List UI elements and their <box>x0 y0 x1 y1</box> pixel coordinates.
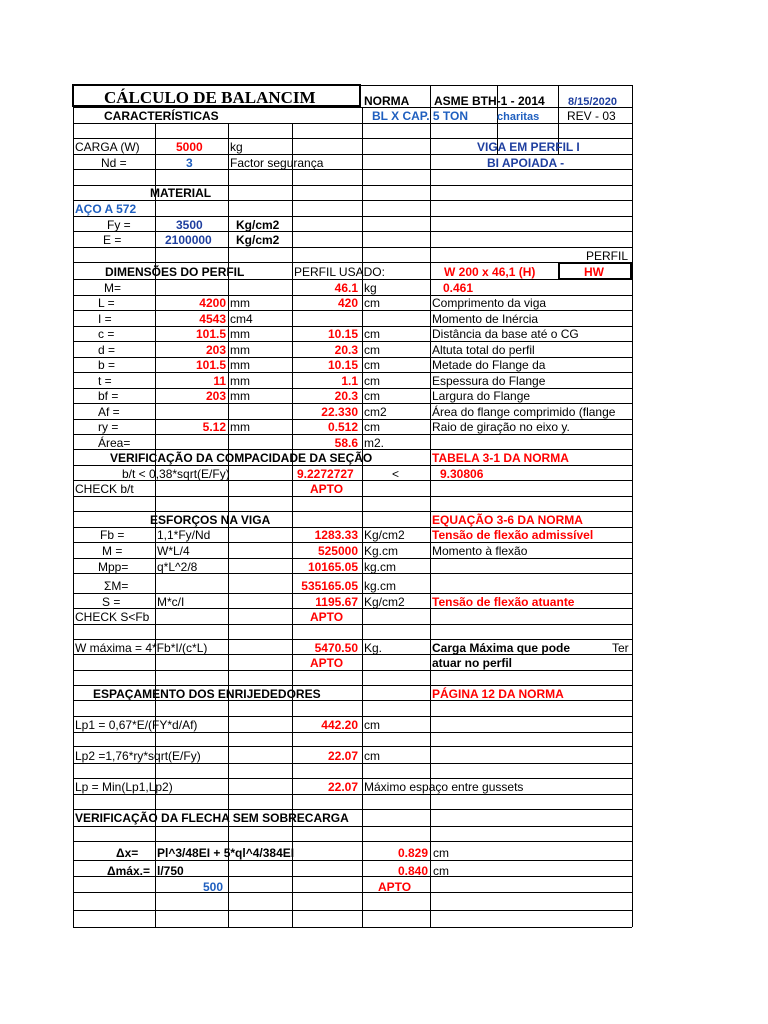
lp1-value: 442.20 <box>321 718 358 732</box>
nd-description: Factor segurança <box>230 156 324 170</box>
wmax-label: W máxima = 4*Fb*I/(c*L) <box>75 641 208 655</box>
dim-row-value-cm: 58.6 <box>334 436 358 450</box>
perfil-usado-label: PERFIL USADO: <box>294 265 385 279</box>
dx-formula: Pl^3/48EI + 5*ql^4/384EI <box>157 846 295 860</box>
dim-row-value-mm: 203 <box>205 343 226 357</box>
dim-row-unit-mm: mm <box>230 343 250 357</box>
wmax-overflow-text: Ter <box>612 641 629 655</box>
moment-note: Momento à flexão <box>432 544 528 558</box>
dim-row-value-mm: 101.5 <box>195 327 226 341</box>
dim-row-label: Af = <box>98 405 120 419</box>
dim-row-value-mm: 4543 <box>199 312 226 326</box>
moment-value: 525000 <box>317 544 358 558</box>
dim-row-label: c = <box>98 327 115 341</box>
dim-row-unit-mm: mm <box>230 420 250 434</box>
dim-row-label: Área= <box>98 436 131 450</box>
perfil-type: HW <box>584 265 604 279</box>
dim-row-value-cm: 10.15 <box>327 358 358 372</box>
pagina-reference: PÁGINA 12 DA NORMA <box>432 687 564 701</box>
s-unit: Kg/cm2 <box>364 595 405 609</box>
dim-row-value-cm: 0.512 <box>327 420 358 434</box>
dim-row-value-cm: 20.3 <box>334 389 358 403</box>
compacidade-value: 9.2272727 <box>297 467 354 481</box>
dim-row-unit-mm: mm <box>230 358 250 372</box>
moment-formula: W*L/4 <box>157 544 190 558</box>
perfil-label: PERFIL <box>586 249 629 263</box>
less-than-symbol: < <box>392 467 400 481</box>
fb-value: 1283.33 <box>314 528 358 542</box>
dim-row-label: ry = <box>98 420 119 434</box>
dim-row-label: t = <box>98 374 112 388</box>
caracteristicas-label: CARACTERÍSTICAS <box>104 109 219 123</box>
nd-value: 3 <box>186 156 193 170</box>
dx-value: 0.829 <box>397 846 428 860</box>
deflection-ratio: 500 <box>203 880 224 894</box>
mpp-formula: q*L^2/8 <box>157 560 198 574</box>
dim-row-value-mm: 11 <box>213 374 226 388</box>
check-s-fb-value: APTO <box>310 610 344 624</box>
sheet-title: CÁLCULO DE BALANCIM <box>104 88 316 107</box>
dim-row-description: Distância da base até o CG <box>432 327 579 341</box>
fy-unit: Kg/cm2 <box>236 218 280 232</box>
dim-row-unit-cm: cm <box>364 296 380 310</box>
lp-note: Máximo espaço entre gussets <box>364 780 524 794</box>
dim-row-label: bf = <box>98 389 119 403</box>
mpp-label: Mpp= <box>98 560 129 574</box>
e-label: E = <box>103 233 122 247</box>
fb-note: Tensão de flexão admissível <box>432 528 594 542</box>
compacidade-formula: b/t < 0,38*sqrt(E/Fy) <box>122 467 230 481</box>
dim-row-unit-cm: cm <box>364 374 380 388</box>
esforcos-header: ESFORÇOS NA VIGA <box>150 513 271 527</box>
s-label: S = <box>102 595 121 609</box>
fb-label: Fb = <box>100 528 125 542</box>
lp1-unit: cm <box>364 718 380 732</box>
lp-label: Lp = Min(Lp1,Lp2) <box>75 780 173 794</box>
dimensoes-header: DIMENSÕES DO PERFIL <box>105 265 245 279</box>
date-value: 8/15/2020 <box>568 96 617 108</box>
dim-row-value-cm: 420 <box>337 296 358 310</box>
wmax-value: 5470.50 <box>314 641 358 655</box>
flecha-header: VERIFICAÇÃO DA FLECHA SEM SOBRECARGA <box>75 811 349 825</box>
m-unit: kg <box>364 281 377 295</box>
dim-row-unit-cm: cm <box>364 389 380 403</box>
revision-label: REV - 03 <box>567 109 616 123</box>
viga-em-perfil-label: VIGA EM PERFIL I <box>477 140 580 154</box>
dim-row-unit-mm: mm <box>230 296 250 310</box>
dmax-label: Δmáx.= <box>107 864 150 878</box>
dim-row-label: b = <box>98 358 116 372</box>
fy-label: Fy = <box>107 218 131 232</box>
e-value: 2100000 <box>165 233 212 247</box>
dmax-unit: cm <box>433 864 449 878</box>
norma-label: NORMA <box>364 94 410 108</box>
dim-row-value-mm: 203 <box>205 389 226 403</box>
bi-apoiada-label: BI APOIADA - <box>487 156 565 170</box>
lp-value: 22.07 <box>327 780 358 794</box>
e-unit: Kg/cm2 <box>236 233 280 247</box>
norma-value: ASME BTH-1 - 2014 <box>434 94 545 108</box>
lp2-label: Lp2 =1,76*ry*sqrt(E/Fy) <box>75 749 201 763</box>
charitas-label: charitas <box>497 111 540 123</box>
s-formula: M*c/I <box>157 595 185 609</box>
lp2-value: 22.07 <box>327 749 358 763</box>
sum-m-unit: kg.cm <box>364 579 397 593</box>
material-header: MATERIAL <box>150 186 212 200</box>
check-s-fb-label: CHECK S<Fb <box>75 610 150 624</box>
equacao-reference: EQUAÇÃO 3-6 DA NORMA <box>432 513 583 527</box>
dim-row-value-mm: 101.5 <box>195 358 226 372</box>
dmax-value: 0.840 <box>397 864 428 878</box>
check-bt-value: APTO <box>310 482 344 496</box>
steel-grade: AÇO A 572 <box>75 202 137 216</box>
wmax-unit: Kg. <box>364 641 383 655</box>
dim-row-value-mm: 5.12 <box>202 420 226 434</box>
dim-row-value-cm: 22.330 <box>321 405 358 419</box>
m-value: 46.1 <box>334 281 358 295</box>
dx-unit: cm <box>433 846 449 860</box>
dim-row-unit-mm: mm <box>230 327 250 341</box>
carga-unit: kg <box>230 140 243 154</box>
dim-row-unit-cm: m2. <box>364 436 385 450</box>
dim-row-value-cm: 1.1 <box>341 374 358 388</box>
lp2-unit: cm <box>364 749 380 763</box>
dim-row-unit-cm: cm <box>364 343 380 357</box>
moment-label: M = <box>102 544 123 558</box>
fb-formula: 1,1*Fy/Nd <box>157 528 211 542</box>
dim-row-value-cm: 10.15 <box>327 327 358 341</box>
lp1-label: Lp1 = 0,67*E/(FY*d/Af) <box>75 718 198 732</box>
mpp-unit: kg.cm <box>364 560 397 574</box>
sum-m-label: ΣM= <box>104 579 129 593</box>
dx-label: Δx= <box>116 846 139 860</box>
dim-row-description: Largura do Flange <box>432 389 531 403</box>
wmax-note-line2: atuar no perfil <box>432 656 513 670</box>
carga-label: CARGA (W) <box>75 140 140 154</box>
dim-row-label: I = <box>98 312 112 326</box>
moment-unit: Kg.cm <box>364 544 399 558</box>
dim-row-unit-mm: mm <box>230 389 250 403</box>
dmax-formula: l/750 <box>157 864 184 878</box>
dim-row-unit-mm: mm <box>230 374 250 388</box>
wmax-note-line1: Carga Máxima que pode <box>432 641 571 655</box>
dim-row-unit-cm: cm2 <box>364 405 387 419</box>
s-note: Tensão de flexão atuante <box>432 595 575 609</box>
dim-row-unit-cm: cm <box>364 420 380 434</box>
carga-value: 5000 <box>176 140 203 154</box>
sum-m-value: 535165.05 <box>301 579 358 593</box>
dim-row-description: Comprimento da viga <box>432 296 547 310</box>
tabela-reference: TABELA 3-1 DA NORMA <box>432 451 569 465</box>
m-label: M= <box>104 281 122 295</box>
dim-row-unit-cm: cm <box>364 327 380 341</box>
enrijecedores-header: ESPAÇAMENTO DOS ENRIJEDEDORES <box>93 687 321 701</box>
fy-value: 3500 <box>176 218 203 232</box>
dim-row-description: Momento de Inércia <box>432 312 539 326</box>
dim-row-label: d = <box>98 343 116 357</box>
bl-x-cap-label: BL X CAP. 5 TON <box>372 109 469 123</box>
wmax-check: APTO <box>310 656 344 670</box>
mpp-value: 10165.05 <box>307 560 358 574</box>
perfil-name: W 200 x 46,1 (H) <box>444 265 536 279</box>
compacidade-header: VERIFICAÇÃO DA COMPACIDADE DA SEÇÃO <box>110 451 373 465</box>
dim-row-unit-cm: cm <box>364 358 380 372</box>
check-bt-label: CHECK b/t <box>75 482 134 496</box>
dim-row-description: Metade do Flange da <box>432 358 546 372</box>
dim-row-value-cm: 20.3 <box>334 343 358 357</box>
m-value-2: 0.461 <box>443 281 474 295</box>
dim-row-unit-mm: cm4 <box>230 312 253 326</box>
dim-row-description: Espessura do Flange <box>432 374 546 388</box>
dim-row-description: Área do flange comprimido (flange <box>432 405 616 419</box>
s-value: 1195.67 <box>315 595 358 609</box>
dim-row-description: Altuta total do perfil <box>432 343 535 357</box>
fb-unit: Kg/cm2 <box>364 528 405 542</box>
compacidade-limit: 9.30806 <box>440 467 484 481</box>
dim-row-description: Raio de giração no eixo y. <box>432 420 570 434</box>
dim-row-label: L = <box>98 296 115 310</box>
nd-label: Nd = <box>101 156 127 170</box>
dim-row-value-mm: 4200 <box>199 296 226 310</box>
flecha-check: APTO <box>378 880 412 894</box>
